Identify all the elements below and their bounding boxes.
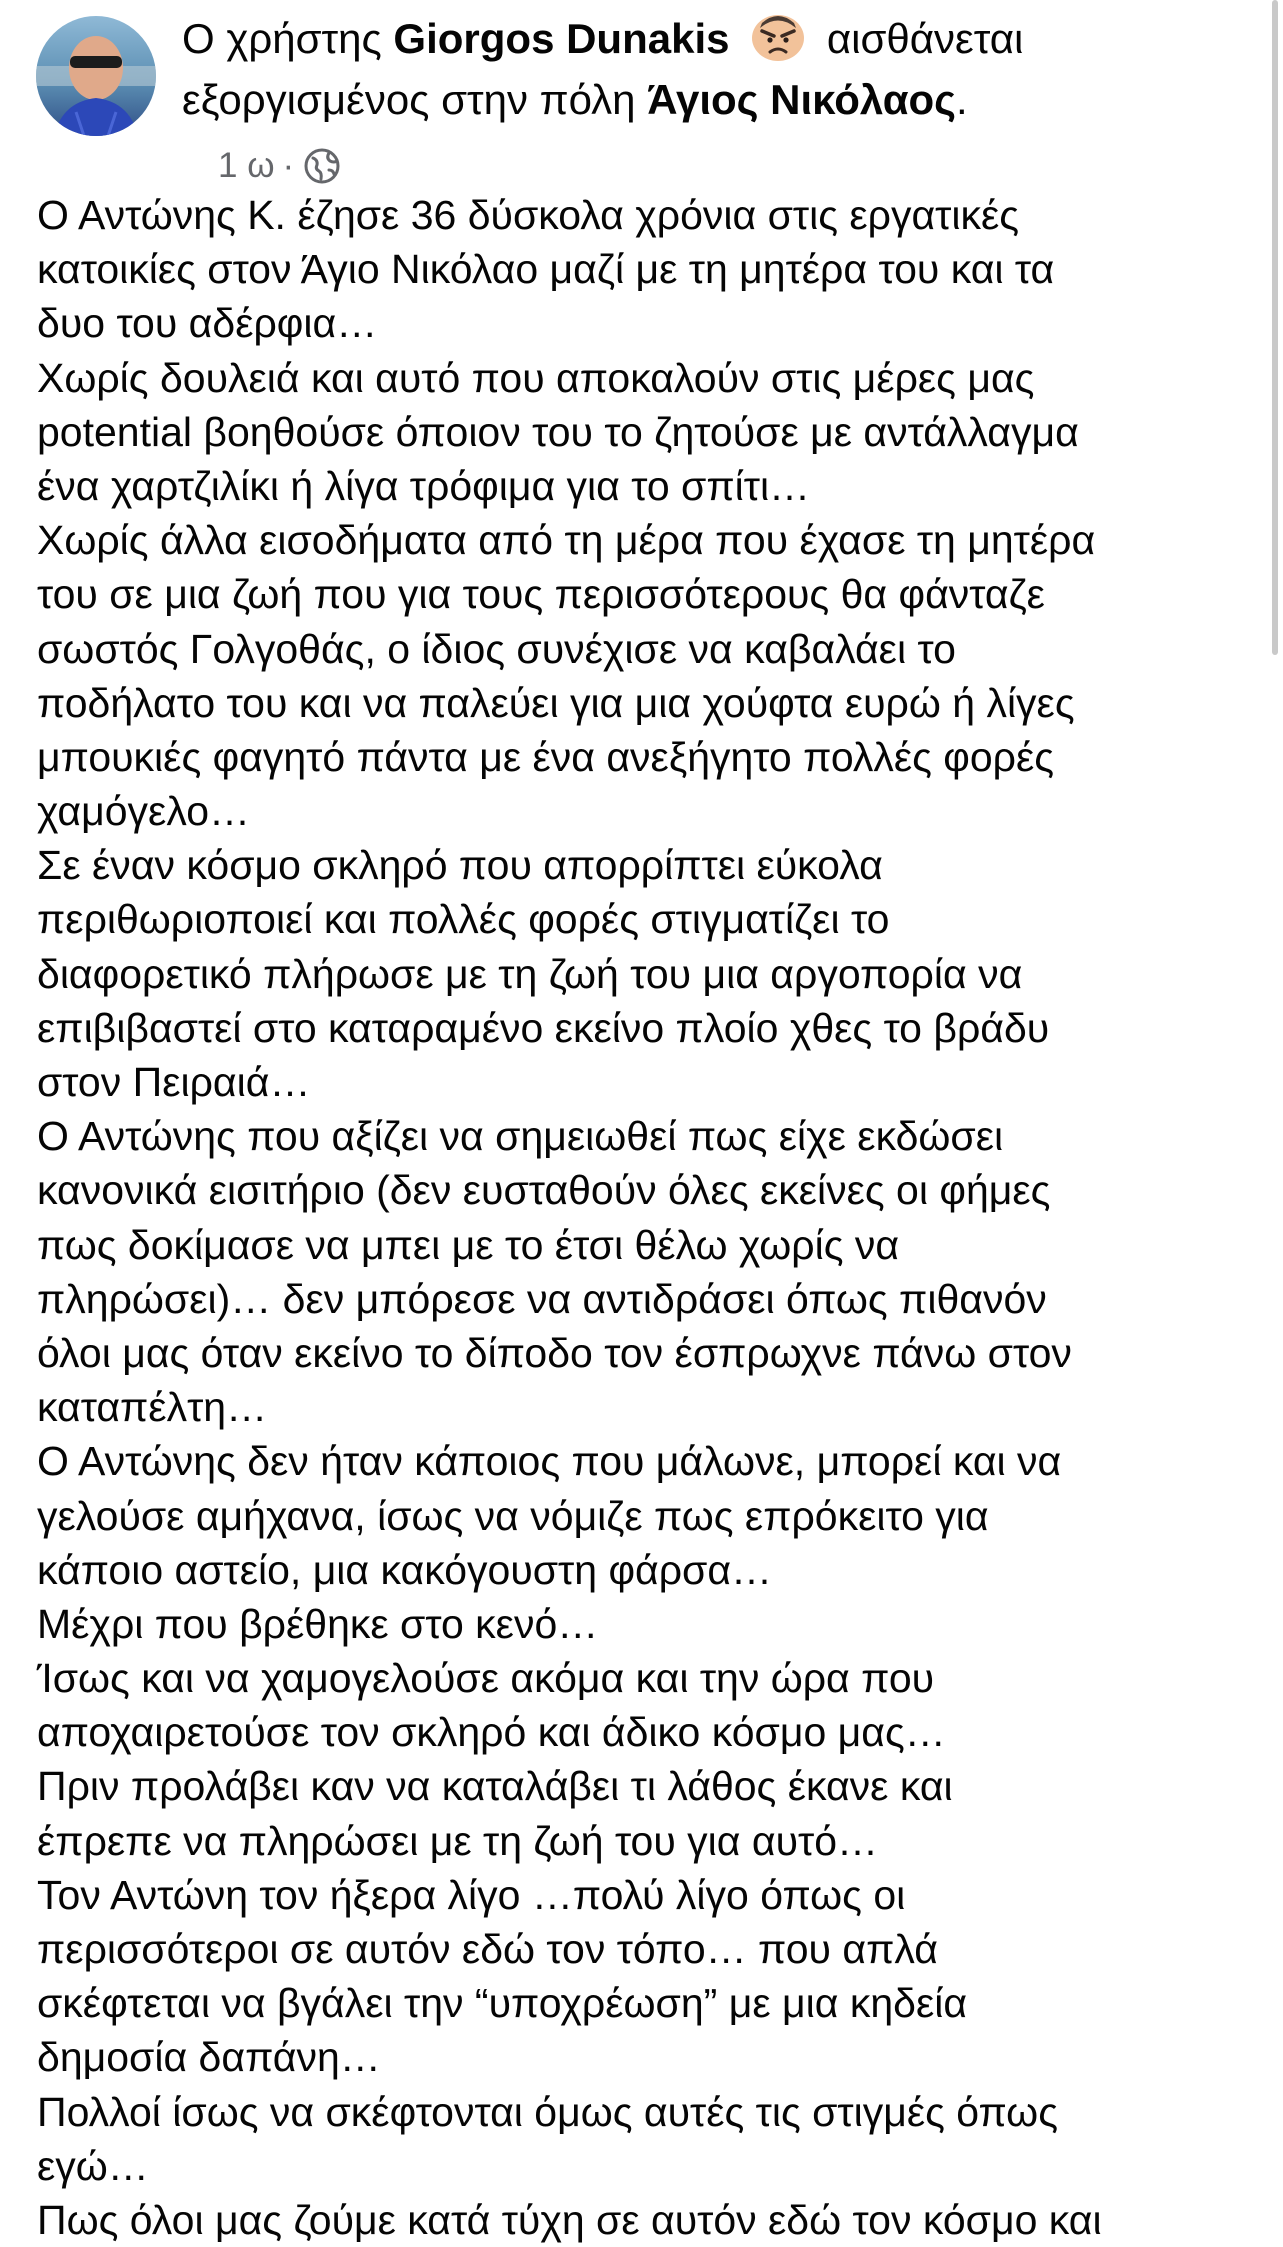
post-body-line: περισσότεροι σε αυτόν εδώ τον τόπο… που απλά <box>37 1926 938 1972</box>
post-body-line: του σε μια ζωή που για τους περισσότερους θα φάνταζε <box>37 571 1045 618</box>
post-body-line: Χωρίς δουλειά και αυτό που αποκαλούν στις μέρες μας <box>37 354 1035 401</box>
post-header-text <box>182 8 1262 130</box>
feeling-line-2: εξοργισμένος στην πόλη <box>182 76 636 123</box>
post-header <box>36 8 1236 185</box>
post-body-line: ένα χαρτζιλίκι ή λίγα τρόφιμα για το σπίτι… <box>37 462 811 509</box>
post-body-line: καταπέλτη… <box>37 1384 268 1431</box>
post-body-line: σκέφτεται να βγάλει την “υποχρέωση” με μια κηδεία <box>37 1980 968 2027</box>
post-body-line: πληρώσει)… δεν μπόρεσε να αντιδράσει όπως πιθανόν <box>37 1275 1047 1322</box>
post-body-line: Πολλοί ίσως να σκέφτονται όμως αυτές τις στιγμές όπως <box>37 2088 1058 2135</box>
post-body-line: γελούσε αμήχανα, ίσως να νόμιζε πως επρόκειτο για <box>37 1492 989 1539</box>
avatar[interactable] <box>36 16 156 136</box>
location-link[interactable]: Άγιος Νικόλαος <box>647 76 957 123</box>
post-body-line: Ο Αντώνης δεν ήταν κάποιος που μάλωνε, μπορεί και να <box>37 1438 1062 1485</box>
post-body-line: κανονικά εισιτήριο (δεν ευσταθούν όλες εκείνες οι φήμες <box>37 1167 1051 1214</box>
post-body-line: χαμόγελο… <box>37 788 251 835</box>
post-body-line: επιβιβαστεί στο καταραμένο εκείνο πλοίο χθες το βράδυ <box>37 1004 1050 1051</box>
scrollbar[interactable] <box>1272 0 1278 655</box>
post-body-line: περιθωριοποιεί και πολλές φορές στιγματίζει το <box>37 896 890 943</box>
post-body-line: διαφορετικό πλήρωσε με τη ζωή του μια αργοπορία να <box>37 950 1023 997</box>
post-body-line: Ίσως και να χαμογελούσε ακόμα και την ώρα που <box>37 1655 935 1702</box>
feeling-text: αισθάνεται <box>826 15 1024 62</box>
post-body-line: potential βοηθούσε όποιον του το ζητούσε με αντάλλαγμα <box>37 408 1079 455</box>
meta-separator: · <box>282 146 295 185</box>
post-body-line: Πριν προλάβει καν να καταλάβει τι λάθος έκανε και <box>37 1763 953 1810</box>
post-body-line: Ο Αντώνης Κ. έζησε 36 δύσκολα χρόνια στις εργατικές <box>37 192 1020 238</box>
post-body-line: κατοικίες στον Άγιο Νικόλαο μαζί με τη μητέρα του και τα <box>37 246 1055 293</box>
post-body-line: δημοσία δαπάνη… <box>37 2034 381 2081</box>
angry-face-icon <box>747 11 809 63</box>
location-suffix: . <box>956 76 968 123</box>
post-meta <box>218 141 342 191</box>
globe-icon[interactable] <box>302 146 342 186</box>
post-body-line: αποχαιρετούσε τον σκληρό και άδικο κόσμο μας… <box>37 1709 946 1756</box>
post-body-line: έπρεπε να πληρώσει με τη ζωή του για αυτό… <box>37 1817 879 1864</box>
post-body-line: Πως όλοι μας ζούμε κατά τύχη σε αυτόν εδώ τον κόσμο και <box>37 2196 1102 2243</box>
post-body-line: Σε έναν κόσμο σκληρό που απορρίπτει εύκολα <box>37 842 883 889</box>
post-body-line: σωστός Γολγοθάς, ο ίδιος συνέχισε να καβαλάει το <box>37 625 956 672</box>
post-body-line: Χωρίς άλλα εισοδήματα από τη μέρα που έχασε τη μητέρα <box>37 517 1096 564</box>
header-prefix: Ο χρήστης <box>182 15 382 62</box>
post-body-line: Ο Αντώνης που αξίζει να σημειωθεί πως είχε εκδώσει <box>37 1113 1004 1160</box>
post-body-line: εγώ… <box>37 2142 149 2189</box>
post-body-line: στον Πειραιά… <box>37 1059 311 1105</box>
post-body-line: δυο του αδέρφια… <box>37 300 378 347</box>
post-timestamp[interactable]: 1 ω <box>218 146 275 185</box>
post-body-line: μπουκιές φαγητό πάντα με ένα ανεξήγητο πολλές φορές <box>37 733 1055 780</box>
post-body-line: όλοι μας όταν εκείνο το δίποδο τον έσπρωχνε πάνω στον <box>37 1329 1072 1376</box>
post-body-line: ποδήλατο του και να παλεύει για μια χούφτα ευρώ ή λίγες <box>37 679 1075 726</box>
post-body-line: Τον Αντώνη τον ήξερα λίγο …πολύ λίγο όπως οι <box>37 1871 906 1918</box>
post-body-line: πως δοκίμασε να μπει με το έτσι θέλω χωρίς να <box>37 1221 900 1268</box>
avatar-image <box>36 16 156 136</box>
post-body-line: Μέχρι που βρέθηκε στο κενό… <box>37 1600 599 1647</box>
user-name-link[interactable]: Giorgos Dunakis <box>393 15 730 62</box>
post-body-text <box>37 188 1262 2247</box>
post-body-line: κάποιο αστείο, μια κακόγουστη φάρσα… <box>37 1546 773 1593</box>
